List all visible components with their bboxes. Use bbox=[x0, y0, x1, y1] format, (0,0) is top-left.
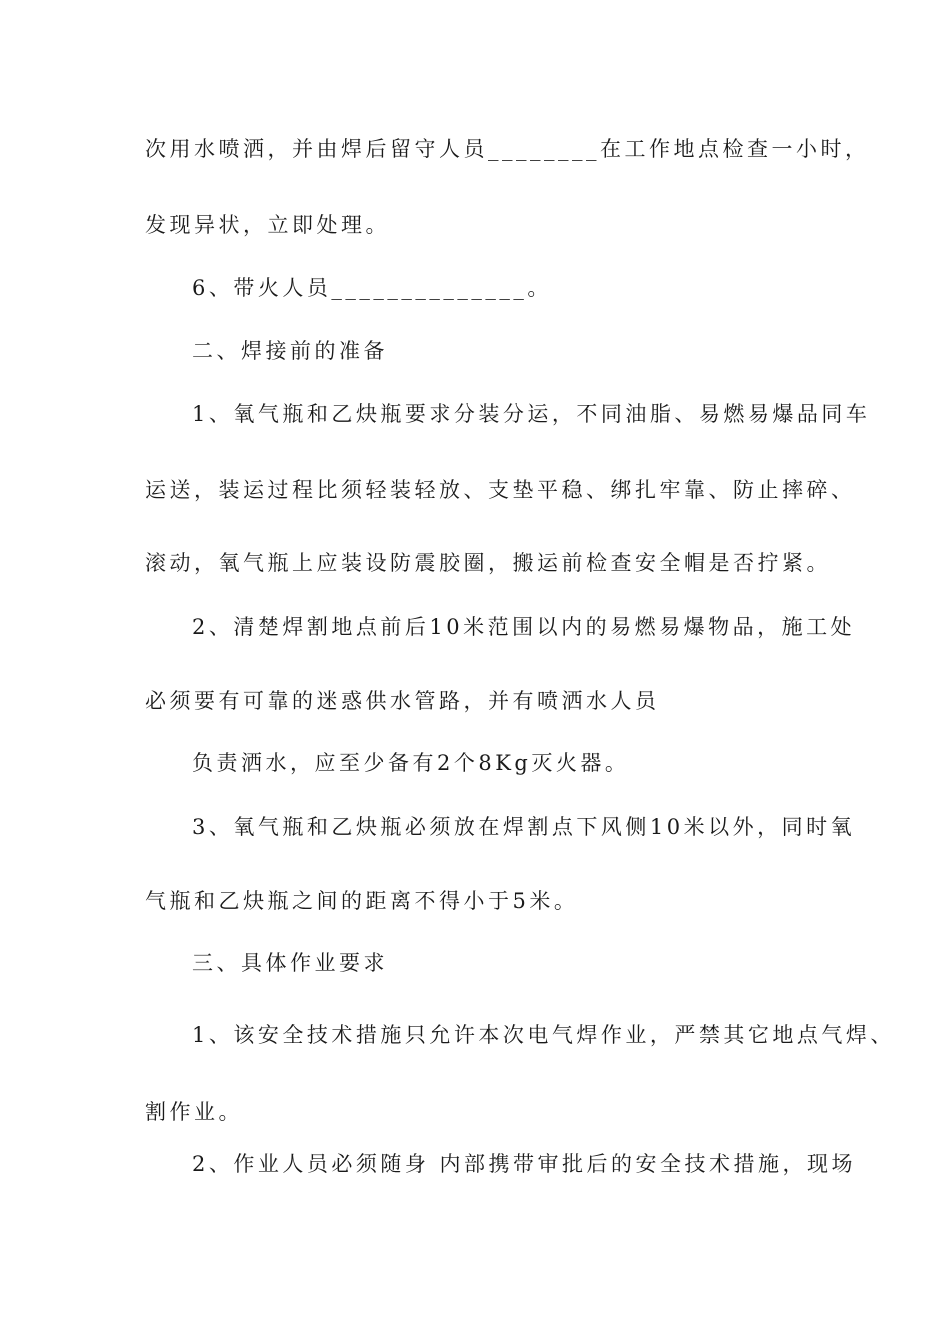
list-item: 2、清楚焊割地点前后10米范围以内的易燃易爆物品，施工处 bbox=[192, 615, 856, 639]
list-item: 1、该安全技术措施只允许本次电气焊作业，严禁其它地点气焊、 bbox=[192, 1023, 895, 1047]
text-line: 发现异状，立即处理。 bbox=[145, 213, 390, 237]
list-item: 2、作业人员必须随身 内部携带审批后的安全技术措施，现场 bbox=[192, 1152, 857, 1176]
list-item: 6、带火人员______________。 bbox=[192, 276, 552, 300]
text-line: 必须要有可靠的迷惑供水管路，并有喷洒水人员 bbox=[145, 689, 660, 713]
text-line: 次用水喷洒，并由焊后留守人员________在工作地点检查一小时， bbox=[145, 137, 870, 161]
text-line: 运送，装运过程比须轻装轻放、支垫平稳、绑扎牢靠、防止摔碎、 bbox=[145, 478, 856, 502]
text-line: 负责洒水，应至少备有2个8Kg灭火器。 bbox=[192, 751, 630, 775]
text-line: 割作业。 bbox=[145, 1100, 243, 1124]
list-item: 1、氧气瓶和乙炔瓶要求分装分运，不同油脂、易燃易爆品同车 bbox=[192, 402, 871, 426]
section-heading: 二、焊接前的准备 bbox=[192, 339, 388, 363]
list-item: 3、氧气瓶和乙炔瓶必须放在焊割点下风侧10米以外，同时氧 bbox=[192, 815, 856, 839]
text-line: 气瓶和乙炔瓶之间的距离不得小于5米。 bbox=[145, 889, 579, 913]
section-heading: 三、具体作业要求 bbox=[192, 951, 388, 975]
text-line: 滚动，氧气瓶上应装设防震胶圈，搬运前检查安全帽是否拧紧。 bbox=[145, 551, 831, 575]
